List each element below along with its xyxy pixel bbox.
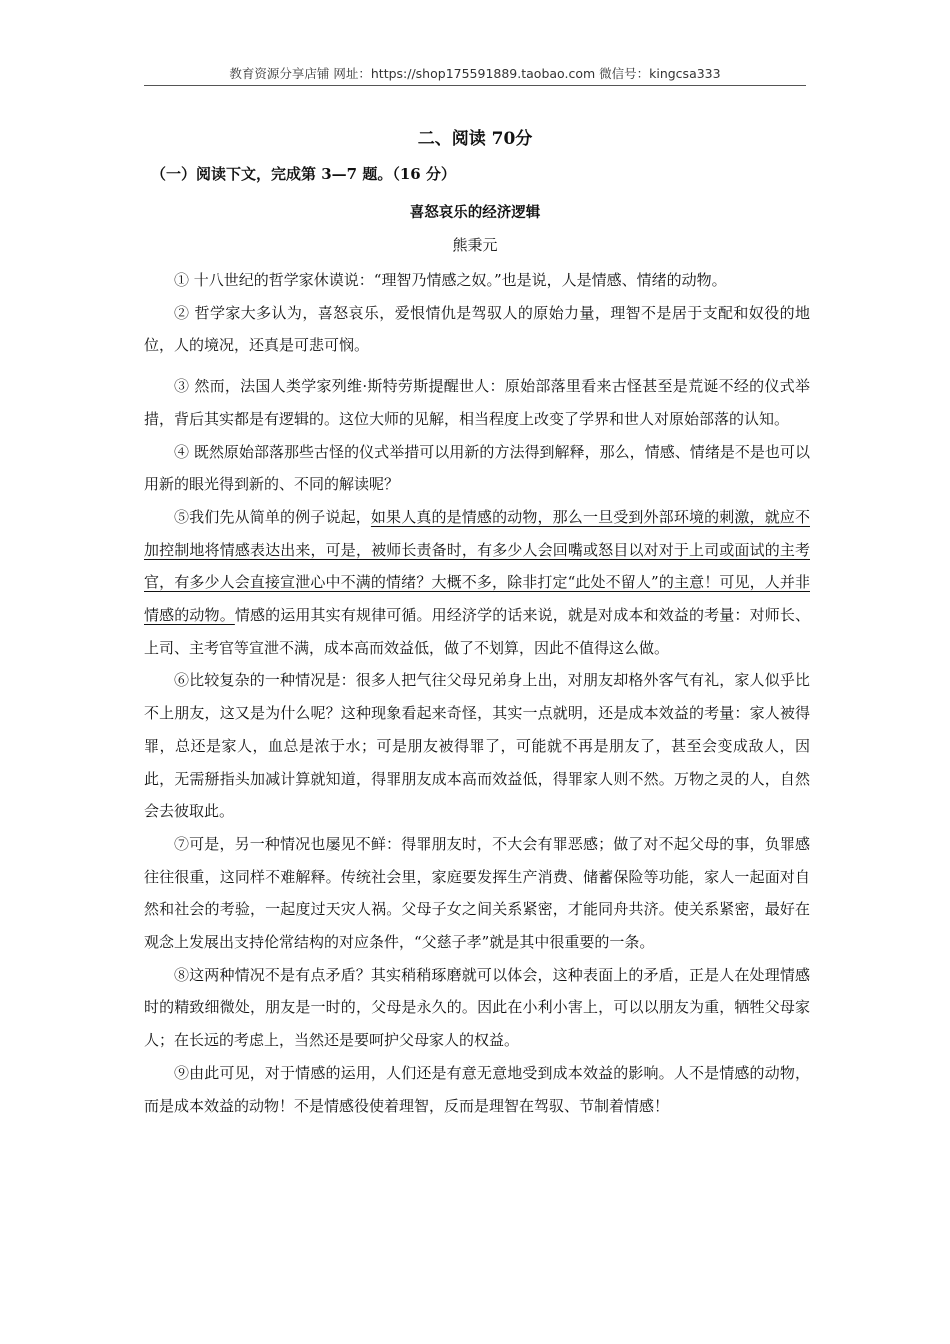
paragraph-3: ③ 然而，法国人类学家列维·斯特劳斯提醒世人：原始部落里看来古怪甚至是荒诞不经的仪式举措，背后其实都是有逻辑的。这位大师的见解，相当程度上改变了学界和世人对原始部落的认知。 — [144, 377, 810, 428]
paragraph-8: ⑧这两种情况不是有点矛盾？其实稍稍琢磨就可以体会，这种表面上的矛盾，正是人在处理情感时的精致细微处，朋友是一时的，父母是永久的。因此在小利小害上，可以以朋友为重，牺牲父母家人；在长远的考虑上，当然还是要呵护父母家人的权益。 — [144, 965, 810, 1050]
article-author: 熊秉元 — [452, 236, 498, 254]
paragraph-7: ⑦可是，另一种情况也屡见不鲜：得罪朋友时，不大会有罪恶感；做了对不起父母的事，负罪感往往很重，这同样不难解释。传统社会里，家庭要发挥生产消费、储蓄保险等功能，家人一起面对自然和社会的考验，一起度过天灾人祸。父母子女之间关系紧密，才能同舟共济。使关系紧密，最好在观念上发展出支持伦常结构的对应条件，“父慈子孝”就是其中很重要的一条。 — [144, 834, 810, 952]
paragraph-4: ④ 既然原始部落那些古怪的仪式举措可以用新的方法得到解释，那么，情感、情绪是不是也可以用新的眼光得到新的、不同的解读呢？ — [144, 442, 810, 494]
article-title: 喜怒哀乐的经济逻辑 — [409, 204, 541, 221]
section-title: 二、阅读 70分 — [417, 129, 533, 149]
paragraph-9: ⑨由此可见，对于情感的运用，人们还是有意无意地受到成本效益的影响。人不是情感的动物，而是成本效益的动物！不是情感役使着理智，反而是理智在驾驭、节制着情感！ — [144, 1063, 810, 1115]
paragraph-6: ⑥比较复杂的一种情况是：很多人把气往父母兄弟身上出，对朋友却格外客气有礼，家人似乎比不上朋友，这又是为什么呢？这种现象看起来奇怪，其实一点就明，还是成本效益的考量：家人被得罪，总还是家人，血总是浓于水；可是朋友被得罪了，可能就不再是朋友了，甚至会变成敌人，因此，无需掰指头加减计算就知道，得罪朋友成本高而效益低，得罪家人则不然。万物之灵的人，自然会去彼取此。 — [144, 671, 810, 821]
paragraph-5-rest: 情感的运用其实有规律可循。用经济学的话来说，就是对成本和效益的考量：对师长、上司、主考官等宣泄不满，成本高而效益低，做了不划算，因此不值得这么做。 — [144, 606, 810, 657]
paragraph-5 — [144, 501, 810, 665]
question-intro: （一）阅读下文，完成第 3—7 题。（16 分） — [151, 165, 456, 183]
paragraph-1: ① 十八世纪的哲学家休谟说：“理智乃情感之奴。”也是说，人是情感、情绪的动物。 — [174, 271, 727, 289]
paragraph-5-lead: ⑤我们先从简单的例子说起， — [174, 507, 371, 526]
header-divider — [144, 85, 806, 86]
page-header: 教育资源分享店铺 网址：https://shop175591889.taobao.com 微信号：kingcsa333 — [229, 66, 721, 81]
paragraph-5-underlined: 如果人真的是情感的动物，那么一旦受到外部环境的刺激，就应不加控制地将情感表达出来，可是，被师长责备时，有多少人会回嘴或怒目以对对于上司或面试的主考官，有多少人会直接宣泄心中不满的情绪？大概不多，除非打定“此处不留人”的主意！可见，人并非情感的动物。 — [144, 507, 810, 625]
paragraph-2: ② 哲学家大多认为，喜怒哀乐，爱恨情仇是驾驭人的原始力量，理智不是居于支配和奴役的地位，人的境况，还真是可悲可悯。 — [144, 303, 810, 355]
article-body — [144, 264, 810, 1122]
